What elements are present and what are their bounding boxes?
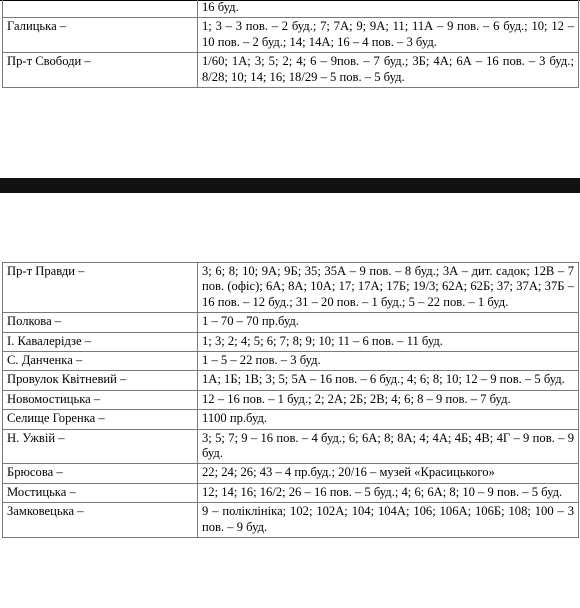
table-row: [3, 263, 579, 313]
table-row: [3, 483, 579, 502]
table-row: [3, 371, 579, 390]
addresses-cell: 22; 24; 26; 43 – 4 пр.буд.; 20/16 – музей «Красицького»: [198, 464, 579, 483]
table-row: [3, 390, 579, 409]
street-name-cell: Брюсова –: [3, 464, 198, 483]
table-row: [3, 429, 579, 464]
addresses-cell: 1; 3; 2; 4; 5; 6; 7; 8; 9; 10; 11 – 6 пов. – 11 буд.: [198, 332, 579, 351]
addresses-cell: 1А; 1Б; 1В; 3; 5; 5А – 16 пов. – 6 буд.; 4; 6; 8; 10; 12 – 9 пов. – 5 буд.: [198, 371, 579, 390]
street-name-cell: Пр-т Свободи –: [3, 53, 198, 88]
street-name-cell: Галицька –: [3, 18, 198, 53]
streets-table-bottom: [2, 262, 579, 538]
street-name-cell: С. Данченка –: [3, 352, 198, 371]
table-row: [3, 18, 579, 53]
section-divider-band: [0, 178, 580, 193]
addresses-cell: 3; 5; 7; 9 – 16 пов. – 4 буд.; 6; 6А; 8; 8А; 4; 4А; 4Б; 4В; 4Г – 9 пов. – 9 буд.: [198, 429, 579, 464]
street-name-cell: Замковецька –: [3, 503, 198, 538]
street-name-cell: Провулок Квітневий –: [3, 371, 198, 390]
addresses-cell: 9 – поліклініка; 102; 102А; 104; 104А; 106; 106А; 106Б; 108; 100 – 3 пов. – 9 буд.: [198, 503, 579, 538]
addresses-cell: 3; 6; 8; 10; 9А; 9Б; 35; 35А – 9 пов. – 8 буд.; 3А – дит. садок; 12В – 7 пов. (офіс); 6А; 8А; 10А; 17; 17А; 17Б; 19/3; 62А; 62Б; 37; 37А; 37Б – 16 пов. – 12 буд.; 31 – 20 пов. – 1 буд.; 5 – 22 пов. – 1 буд.: [198, 263, 579, 313]
addresses-cell: 1 – 5 – 22 пов. – 3 буд.: [198, 352, 579, 371]
street-name-cell: Полкова –: [3, 313, 198, 332]
addresses-cell: 1100 пр.буд.: [198, 410, 579, 429]
street-name-cell: [3, 0, 198, 18]
addresses-cell: 1 – 70 – 70 пр.буд.: [198, 313, 579, 332]
addresses-cell: 1/60; 1А; 3; 5; 2; 4; 6 – 9пов. – 7 буд.; 3Б; 4А; 6А – 16 пов. – 3 буд.; 8/28; 10; 14; 16; 18/29 – 5 пов. – 5 буд.: [198, 53, 579, 88]
table-row: [3, 352, 579, 371]
addresses-cell: 12; 14; 16; 16/2; 26 – 16 пов. – 5 буд.; 4; 6; 6А; 8; 10 – 9 пов. – 5 буд.: [198, 483, 579, 502]
streets-table-top: [2, 0, 579, 88]
addresses-cell: 16 буд.: [198, 0, 579, 18]
street-name-cell: Пр-т Правди –: [3, 263, 198, 313]
addresses-cell: 12 – 16 пов. – 1 буд.; 2; 2А; 2Б; 2В; 4; 6; 8 – 9 пов. – 7 буд.: [198, 390, 579, 409]
street-name-cell: І. Кавалерідзе –: [3, 332, 198, 351]
table-row: [3, 503, 579, 538]
table-row: [3, 410, 579, 429]
street-name-cell: Мостицька –: [3, 483, 198, 502]
street-name-cell: Н. Ужвій –: [3, 429, 198, 464]
table-row: [3, 53, 579, 88]
table-row: [3, 0, 579, 18]
addresses-cell: 1; 3 – 3 пов. – 2 буд.; 7; 7А; 9; 9А; 11; 11А – 9 пов. – 6 буд.; 10; 12 – 10 пов. – 2 буд.; 14; 14А; 16 – 4 пов. – 3 буд.: [198, 18, 579, 53]
table-row: [3, 332, 579, 351]
street-name-cell: Новомостицька –: [3, 390, 198, 409]
table-row: [3, 464, 579, 483]
table-row: [3, 313, 579, 332]
street-name-cell: Селище Горенка –: [3, 410, 198, 429]
